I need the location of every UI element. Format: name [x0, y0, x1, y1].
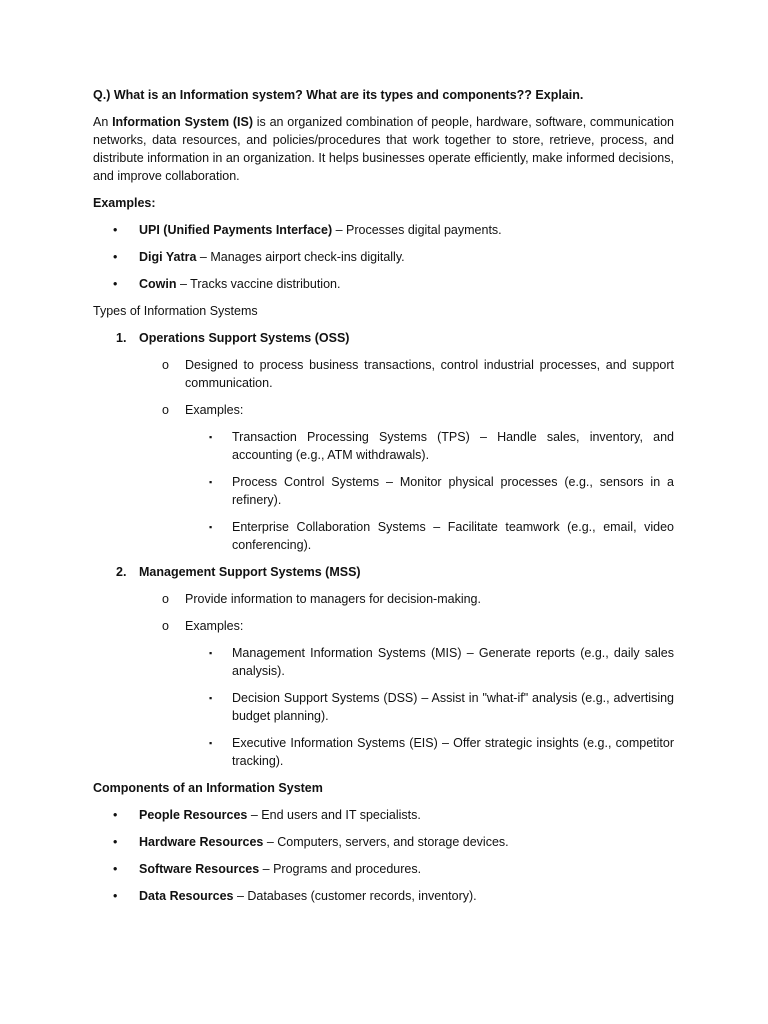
list-item: ▪ Enterprise Collaboration Systems – Facilitate teamwork (e.g., email, video conferencing). — [209, 520, 674, 552]
intro-paragraph: An Information System (IS) is an organized combination of people, hardware, software, communication networks, data resources, and policies/procedures that work together to store, retrieve, process, and distribute information in an organization. It helps businesses operate efficiently, make informed decisions, and improve collaboration. — [93, 115, 675, 183]
bullet-marker: • — [113, 223, 118, 237]
question-heading: Q.) What is an Information system? What are its types and components?? Explain. — [93, 88, 584, 102]
examples-heading: Examples: — [93, 196, 156, 210]
list-item: o Examples: — [162, 619, 244, 633]
square-marker: ▪ — [209, 693, 213, 703]
list-item: • People Resources – End users and IT specialists. — [113, 808, 421, 822]
square-marker: ▪ — [209, 648, 213, 658]
list-item: ▪ Executive Information Systems (EIS) – Offer strategic insights (e.g., competitor tracking). — [209, 736, 674, 768]
bullet-marker: • — [113, 889, 118, 903]
bullet-marker: • — [113, 808, 118, 822]
list-item: ▪ Transaction Processing Systems (TPS) – Handle sales, inventory, and accounting (e.g., ATM withdrawals). — [209, 430, 674, 462]
list-item: o Examples: — [162, 403, 244, 417]
bullet-marker: • — [113, 277, 118, 291]
document-body — [93, 86, 674, 914]
components-heading: Components of an Information System — [93, 781, 323, 795]
list-item: ▪ Decision Support Systems (DSS) – Assist in "what-if" analysis (e.g., advertising budget planning). — [209, 691, 674, 723]
list-number: 2. — [116, 565, 127, 579]
components-list — [93, 806, 674, 905]
list-item: • UPI (Unified Payments Interface) – Processes digital payments. — [113, 223, 502, 237]
bullet-marker: • — [113, 250, 118, 264]
list-item: o Provide information to managers for decision-making. — [162, 592, 481, 606]
list-item: • Software Resources – Programs and procedures. — [113, 862, 422, 876]
examples-list — [93, 221, 674, 293]
intro-term: Information System (IS) — [112, 115, 253, 129]
bullet-marker: • — [113, 835, 118, 849]
circle-marker: o — [162, 358, 169, 372]
circle-marker: o — [162, 592, 169, 606]
square-marker: ▪ — [209, 432, 213, 442]
square-marker: ▪ — [209, 477, 213, 487]
list-item: ▪ Management Information Systems (MIS) – Generate reports (e.g., daily sales analysis). — [209, 646, 674, 678]
list-item: • Digi Yatra – Manages airport check-ins digitally. — [113, 250, 405, 264]
circle-marker: o — [162, 403, 169, 417]
bullet-marker: • — [113, 862, 118, 876]
square-marker: ▪ — [209, 738, 213, 748]
list-item: o Designed to process business transactions, control industrial processes, and support communication. — [162, 358, 674, 390]
types-heading: Types of Information Systems — [93, 304, 258, 318]
type-title-mss: 2. Management Support Systems (MSS) — [116, 565, 361, 579]
list-number: 1. — [116, 331, 127, 345]
list-item: • Cowin – Tracks vaccine distribution. — [113, 277, 341, 291]
square-marker: ▪ — [209, 522, 213, 532]
type-title-oss: 1. Operations Support Systems (OSS) — [116, 331, 350, 345]
list-item: ▪ Process Control Systems – Monitor physical processes (e.g., sensors in a refinery). — [209, 475, 674, 507]
list-item: • Hardware Resources – Computers, servers, and storage devices. — [113, 835, 509, 849]
circle-marker: o — [162, 619, 169, 633]
list-item: • Data Resources – Databases (customer records, inventory). — [113, 889, 477, 903]
